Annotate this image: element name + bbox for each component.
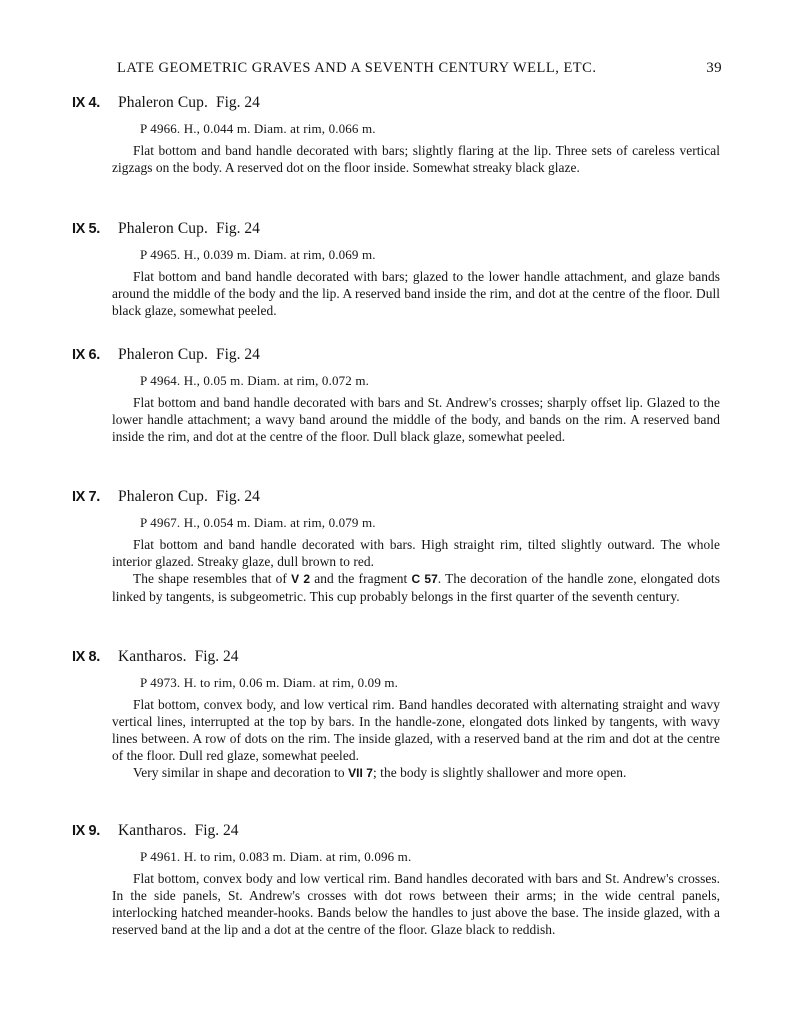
- catalogue-entry: [72, 821, 720, 938]
- entry-description: Flat bottom and band handle decorated with bars; slightly flaring at the lip. Three sets of careless vertical zigzags on the body. A reserved dot on the floor inside. Somewhat streaky black glaze.: [112, 143, 720, 175]
- entry-name: Kantharos.: [118, 822, 187, 839]
- entry-number: IX 7.: [72, 489, 100, 505]
- catalogue-entry: [72, 219, 720, 319]
- catalogue-entry: [72, 487, 720, 605]
- commentary-text: and the fragment: [310, 571, 412, 586]
- entry-commentary: [112, 570, 720, 605]
- figure-reference: Fig. 24: [216, 220, 260, 237]
- entry-description: Flat bottom and band handle decorated with bars and St. Andrew's crosses; sharply offset lip. Glazed to the lower handle attachment; a wavy band around the middle of the body, and bands on the rim. A reserved band inside the rim, and dot at the centre of the floor. Dull black glaze, somewhat peeled.: [112, 395, 720, 444]
- commentary-text: The shape resembles that of: [133, 571, 292, 586]
- catalogue-cross-reference: V 2: [291, 572, 311, 586]
- entry-name: Phaleron Cup.: [118, 346, 208, 363]
- entry-dimensions: P 4964. H., 0.05 m. Diam. at rim, 0.072 m.: [140, 373, 369, 388]
- entry-commentary: [112, 764, 720, 782]
- entry-dimensions: P 4961. H. to rim, 0.083 m. Diam. at rim, 0.096 m.: [140, 849, 412, 864]
- entry-description: Flat bottom, convex body, and low vertical rim. Band handles decorated with alternating straight and wavy vertical lines, interrupted at the top by bars. In the handle-zone, elongated dots linked by tangents, with wavy lines between. A row of dots on the rim. The inside glazed, with a reserved band at the rim and dot at the centre of the floor. Dull red glaze, somewhat peeled.: [112, 697, 720, 763]
- figure-reference: Fig. 24: [216, 346, 260, 363]
- figure-reference: Fig. 24: [216, 94, 260, 111]
- entry-number: IX 8.: [72, 649, 100, 665]
- page-number: 39: [706, 60, 722, 76]
- entry-heading: [72, 93, 720, 113]
- entry-dimensions: P 4973. H. to rim, 0.06 m. Diam. at rim, 0.09 m.: [140, 675, 399, 690]
- entry-heading: [72, 647, 720, 667]
- entry-name: Phaleron Cup.: [118, 488, 208, 505]
- catalogue-entry: [72, 345, 720, 445]
- entry-number: IX 5.: [72, 221, 100, 237]
- entry-number: IX 9.: [72, 823, 100, 839]
- entry-dimensions: P 4967. H., 0.054 m. Diam. at rim, 0.079 m.: [140, 515, 376, 530]
- entry-heading: [72, 487, 720, 507]
- figure-reference: Fig. 24: [194, 648, 239, 665]
- entry-name: Phaleron Cup.: [118, 94, 208, 111]
- catalogue-cross-reference: C 57: [411, 572, 438, 586]
- commentary-text: Very similar in shape and decoration to: [133, 765, 349, 780]
- entry-description: Flat bottom and band handle decorated with bars. High straight rim, tilted slightly outward. The whole interior glazed. Streaky glaze, dull brown to red.: [112, 537, 720, 569]
- catalogue-entry: [72, 93, 720, 176]
- entry-dimensions: P 4965. H., 0.039 m. Diam. at rim, 0.069 m.: [140, 247, 376, 262]
- entry-heading: [72, 219, 720, 239]
- commentary-text: . The decoration of the handle zone, elongated dots linked by tangents, is subgeometric. This cup probably belongs in the first quarter of the seventh century.: [112, 571, 720, 604]
- catalogue-cross-reference: VII 7: [348, 766, 374, 780]
- entry-name: Phaleron Cup.: [118, 220, 208, 237]
- commentary-text: ; the body is slightly shallower and more open.: [373, 765, 627, 780]
- entry-heading: [72, 821, 720, 841]
- entry-number: IX 6.: [72, 347, 100, 363]
- entry-number: IX 4.: [72, 95, 100, 111]
- entry-name: Kantharos.: [118, 648, 187, 665]
- entry-description: Flat bottom and band handle decorated with bars; glazed to the lower handle attachment, and glaze bands around the middle of the body and the lip. A reserved band inside the rim, and dot at the centre of the floor. Dull black glaze, somewhat peeled.: [112, 269, 720, 318]
- entry-description: Flat bottom, convex body and low vertical rim. Band handles decorated with bars and St. Andrew's crosses. In the side panels, St. Andrew's crosses with dot rows between their arms; in the wide central panels, interlocking hatched meander-hooks. Bands below the handles to just above the base. The inside glazed, with a reserved band at the lip and a dot at the centre of the floor. Glaze black to reddish.: [112, 871, 720, 937]
- running-title: LATE GEOMETRIC GRAVES AND A SEVENTH CENTURY WELL, ETC.: [117, 60, 597, 76]
- running-header: [117, 60, 722, 77]
- catalogue-entry: [72, 647, 720, 782]
- figure-reference: Fig. 24: [194, 822, 239, 839]
- figure-reference: Fig. 24: [216, 488, 260, 505]
- entry-dimensions: P 4966. H., 0.044 m. Diam. at rim, 0.066 m.: [140, 121, 376, 136]
- entry-heading: [72, 345, 720, 365]
